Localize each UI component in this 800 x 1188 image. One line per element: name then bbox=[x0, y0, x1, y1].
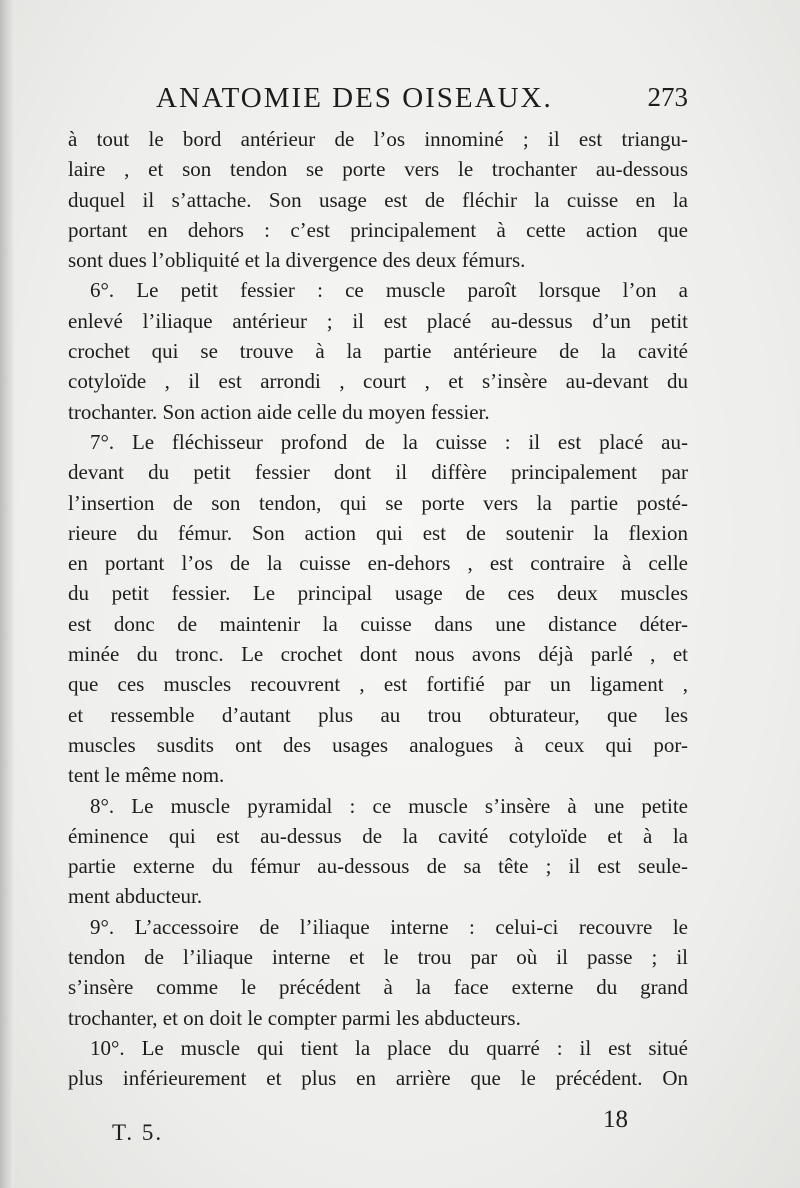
text-line: 6°. Le petit fessier : ce muscle paroît lorsque l’on a bbox=[90, 278, 688, 303]
text-line: crochet qui se trouve à la partie antérieure de la cavité bbox=[68, 339, 688, 364]
text-line: plus inférieurement et plus en arrière que le précédent. On bbox=[68, 1066, 688, 1091]
body-text bbox=[68, 124, 688, 1094]
text-line: est donc de maintenir la cuisse dans une distance déter- bbox=[68, 611, 688, 636]
text-line: éminence qui est au-dessus de la cavité cotyloïde et à la bbox=[68, 823, 688, 848]
text-line: tent le même nom. bbox=[68, 763, 225, 788]
text-line: ment abducteur. bbox=[68, 884, 203, 909]
text-line: devant du petit fessier dont il diffère principalement par bbox=[68, 460, 688, 485]
text-line: trochanter. Son action aide celle du moyen fessier. bbox=[68, 399, 490, 424]
text-line: sont dues l’obliquité et la divergence des deux fémurs. bbox=[68, 248, 526, 273]
text-line: à tout le bord antérieur de l’os innominé ; il est triangu- bbox=[68, 127, 688, 151]
text-line: laire , et son tendon se porte vers le trochanter au-dessous bbox=[68, 157, 688, 182]
text-line: minée du tronc. Le crochet dont nous avons déjà parlé , et bbox=[68, 642, 688, 667]
text-line: partie externe du fémur au-dessous de sa tête ; il est seule- bbox=[68, 854, 688, 879]
signature-mark: 18 bbox=[603, 1106, 628, 1133]
volume-mark: T. 5. bbox=[112, 1120, 164, 1145]
text-line: muscles susdits ont des usages analogues à ceux qui por- bbox=[68, 732, 688, 757]
page-gutter-shadow bbox=[0, 0, 14, 1188]
page-number: 273 bbox=[647, 82, 688, 112]
text-line: et ressemble d’autant plus au trou obturateur, que les bbox=[68, 702, 688, 727]
text-line: que ces muscles recouvrent , est fortifié par un ligament , bbox=[68, 672, 688, 697]
text-line: enlevé l’iliaque antérieur ; il est placé au-dessus d’un petit bbox=[68, 308, 688, 333]
text-line: cotyloïde , il est arrondi , court , et s’insère au-devant du bbox=[68, 369, 688, 394]
page-header bbox=[68, 80, 688, 120]
text-line: trochanter, et on doit le compter parmi les abducteurs. bbox=[68, 1005, 521, 1030]
text-line: portant en dehors : c’est principalement à cette action que bbox=[68, 217, 688, 242]
text-line: tendon de l’iliaque interne et le trou par où il passe ; il bbox=[68, 945, 688, 970]
running-title: ANATOMIE DES OISEAUX. bbox=[156, 82, 553, 114]
text-line: en portant l’os de la cuisse en-dehors , est contraire à celle bbox=[68, 551, 688, 576]
text-line: 10°. Le muscle qui tient la place du quarré : il est situé bbox=[90, 1035, 688, 1060]
text-line: 9°. L’accessoire de l’iliaque interne : celui-ci recouvre le bbox=[90, 914, 688, 939]
page-footer bbox=[68, 1106, 628, 1160]
text-line: 8°. Le muscle pyramidal : ce muscle s’insère à une petite bbox=[90, 793, 688, 818]
text-line: l’insertion de son tendon, qui se porte vers la partie posté- bbox=[68, 490, 688, 515]
text-line: duquel il s’attache. Son usage est de fléchir la cuisse en la bbox=[68, 187, 688, 212]
text-line: rieure du fémur. Son action qui est de soutenir la flexion bbox=[68, 520, 688, 545]
text-line: 7°. Le fléchisseur profond de la cuisse : il est placé au- bbox=[90, 429, 688, 454]
text-line: du petit fessier. Le principal usage de ces deux muscles bbox=[68, 581, 688, 606]
text-line: s’insère comme le précédent à la face externe du grand bbox=[68, 975, 688, 1000]
